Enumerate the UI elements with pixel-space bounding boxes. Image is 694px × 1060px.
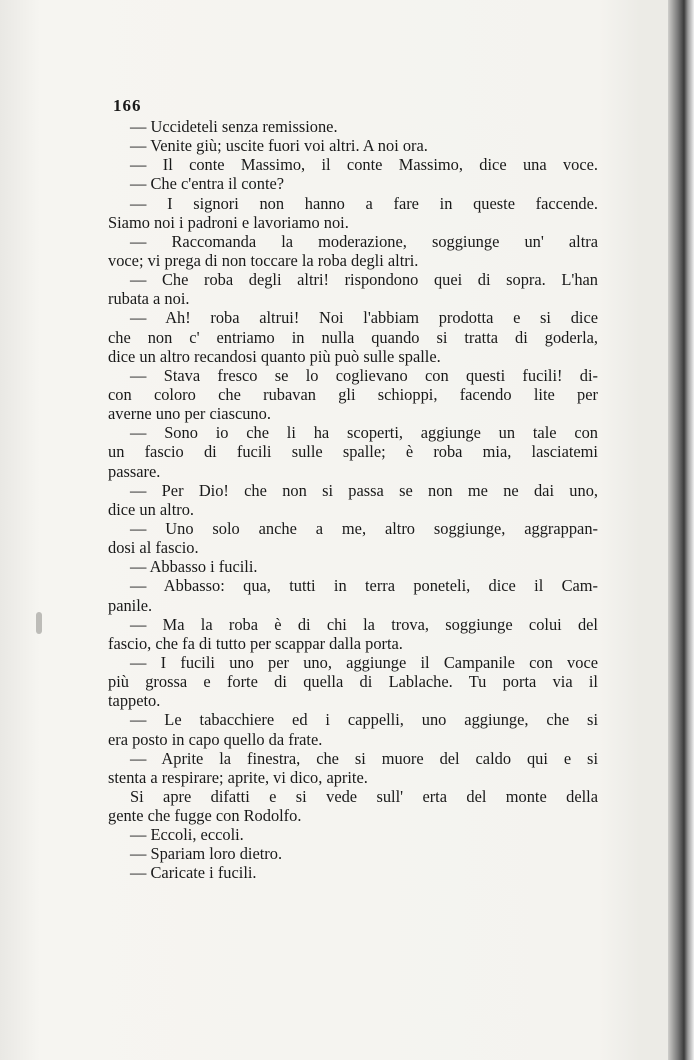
body-text <box>108 117 598 883</box>
text-line: un fascio di fucili sulle spalle; è roba mia, lasciatemi <box>108 442 598 462</box>
text-line: era posto in capo quello da frate. <box>108 729 323 749</box>
text-line: — Uccideteli senza remissione. <box>130 117 338 136</box>
text-line: — Abbasso: qua, tutti in terra poneteli, dice il Cam- <box>130 576 598 596</box>
text-line: — Uno solo anche a me, altro soggiunge, aggrappan- <box>130 518 598 538</box>
text-line: che non c' entriamo in nulla quando si tratta di goderla, <box>108 327 598 347</box>
page-number: 166 <box>113 96 142 115</box>
text-line: — Ah! roba altrui! Noi l'abbiam prodotta e si dice <box>130 308 598 328</box>
text-line: — Le tabacchiere ed i cappelli, uno aggiunge, che si <box>130 710 598 730</box>
text-line: — I fucili uno per uno, aggiunge il Campanile con voce <box>130 652 598 672</box>
text-line: — Venite giù; uscite fuori voi altri. A noi ora. <box>130 136 428 156</box>
text-line: più grossa e forte di quella di Lablache. Tu porta via il <box>108 672 598 692</box>
text-line: — Sono io che li ha scoperti, aggiunge un tale con <box>130 423 598 443</box>
text-line: — Che roba degli altri! rispondono quei di sopra. L'han <box>130 270 598 290</box>
text-line: — Per Dio! che non si passa se non me ne dai uno, <box>130 480 598 500</box>
text-line: — Aprite la finestra, che si muore del caldo qui e si <box>130 748 598 768</box>
text-line: — Abbasso i fucili. <box>130 557 258 577</box>
text-line: — Stava fresco se lo coglievano con questi fucili! di- <box>130 365 598 385</box>
text-line: Si apre difatti e si vede sull' erta del monte della <box>130 786 598 806</box>
text-line: — Eccoli, eccoli. <box>130 825 244 845</box>
text-line: dice un altro. <box>108 499 195 519</box>
text-line: fascio, che fa di tutto per scappar dalla porta. <box>108 633 403 653</box>
text-line: — I signori non hanno a fare in queste faccende. <box>130 193 598 213</box>
text-line: — Raccomanda la moderazione, soggiunge un' altra <box>130 231 598 251</box>
text-line: voce; vi prega di non toccare la roba degli altri. <box>108 250 419 270</box>
text-line: — Che c'entra il conte? <box>130 174 285 194</box>
text-line: averne uno per ciascuno. <box>108 404 271 424</box>
page-smudge <box>36 612 42 634</box>
text-line: Siamo noi i padroni e lavoriamo noi. <box>108 212 349 232</box>
text-line: passare. <box>108 461 161 481</box>
text-line: — Spariam loro dietro. <box>130 844 283 864</box>
text-line: gente che fugge con Rodolfo. <box>108 806 302 826</box>
page-edge-shadow <box>668 0 694 1060</box>
text-line: dosi al fascio. <box>108 538 199 558</box>
text-line: con coloro che rubavan gli schioppi, facendo lite per <box>108 384 598 404</box>
text-line: dice un altro recandosi quanto più può sulle spalle. <box>108 346 441 366</box>
text-line: — Ma la roba è di chi la trova, soggiunge colui del <box>130 614 598 634</box>
text-line: — Il conte Massimo, il conte Massimo, dice una voce. <box>130 155 598 175</box>
text-line: rubata a noi. <box>108 289 190 309</box>
text-line: stenta a respirare; aprite, vi dico, aprite. <box>108 767 368 787</box>
text-line: tappeto. <box>108 691 161 711</box>
text-line: panile. <box>108 595 153 615</box>
text-line: — Caricate i fucili. <box>130 863 257 883</box>
